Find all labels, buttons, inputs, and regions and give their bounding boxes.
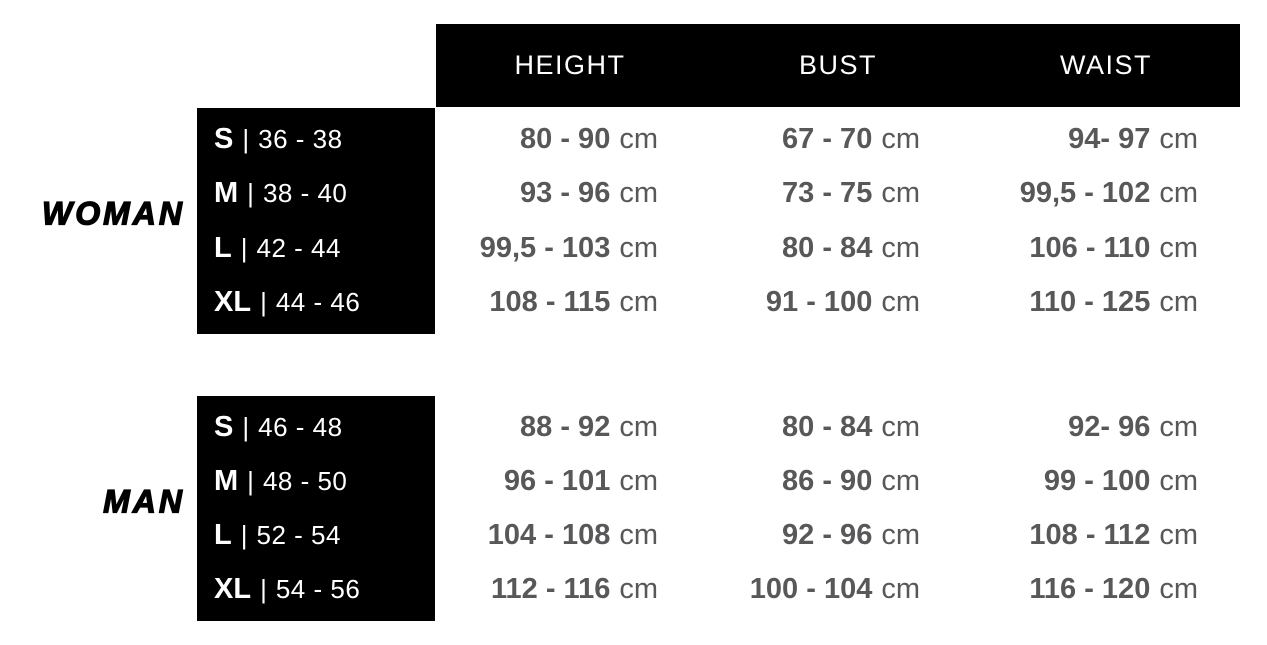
measurements-woman: [436, 108, 1240, 334]
height-value: 99,5 - 103 cm: [479, 231, 658, 264]
table-row-man-s: [436, 400, 1240, 454]
height-value: 93 - 96 cm: [520, 177, 658, 210]
size-separator: |: [260, 287, 267, 318]
waist-value: 116 - 120 cm: [1029, 573, 1198, 606]
waist-value: 108 - 112 cm: [1029, 519, 1198, 552]
bust-value: 67 - 70 cm: [782, 122, 920, 155]
size-cell-man-l: [197, 509, 435, 563]
section-man: [0, 396, 1240, 621]
table-row-man-m: [436, 454, 1240, 508]
size-range: 42 - 44: [256, 232, 341, 263]
size-letter: S: [214, 410, 234, 443]
height-value: 108 - 115 cm: [489, 286, 658, 319]
size-range: 46 - 48: [258, 411, 343, 442]
bust-value: 80 - 84 cm: [782, 410, 920, 443]
waist-value: 99 - 100 cm: [1043, 464, 1198, 497]
bust-value: 80 - 84 cm: [782, 231, 920, 264]
table-row-woman-xl: [436, 276, 1240, 331]
waist-value: 99,5 - 102 cm: [1019, 177, 1198, 210]
size-separator: |: [260, 574, 267, 605]
size-cell-man-m: [197, 454, 435, 508]
bust-value: 86 - 90 cm: [782, 464, 920, 497]
height-value: 88 - 92 cm: [520, 410, 658, 443]
size-range: 36 - 38: [258, 123, 343, 154]
bust-value: 100 - 104 cm: [749, 573, 920, 606]
table-row-man-l: [436, 509, 1240, 563]
size-separator: |: [242, 411, 250, 442]
height-value: 80 - 90 cm: [520, 122, 658, 155]
size-column-man: [197, 396, 435, 621]
height-value: 104 - 108 cm: [487, 519, 658, 552]
size-cell-man-xl: [197, 563, 435, 617]
size-range: 38 - 40: [262, 178, 348, 209]
column-header-bust: BUST: [798, 50, 877, 80]
size-letter: L: [214, 519, 232, 552]
size-cell-woman-s: [197, 112, 435, 167]
table-row-woman-l: [436, 221, 1240, 276]
size-separator: |: [247, 178, 254, 209]
size-letter: XL: [214, 286, 252, 319]
size-letter: M: [214, 177, 239, 210]
size-separator: |: [242, 123, 250, 154]
size-letter: S: [214, 122, 234, 155]
section-label-woman: WOMAN: [42, 195, 185, 232]
measurements-man: [436, 396, 1240, 621]
table-row-woman-s: [436, 112, 1240, 167]
table-row-man-xl: [436, 563, 1240, 617]
size-letter: M: [214, 464, 239, 497]
size-cell-woman-l: [197, 221, 435, 276]
height-value: 96 - 101 cm: [503, 464, 658, 497]
bust-value: 73 - 75 cm: [782, 177, 920, 210]
size-cell-man-s: [197, 400, 435, 454]
bust-value: 91 - 100 cm: [765, 286, 920, 319]
size-separator: |: [240, 232, 248, 263]
height-value: 112 - 116 cm: [490, 573, 658, 606]
waist-value: 94- 97 cm: [1068, 122, 1198, 155]
waist-value: 106 - 110 cm: [1029, 231, 1198, 264]
column-header-waist: WAIST: [1060, 50, 1152, 80]
size-range: 52 - 54: [256, 520, 341, 551]
size-letter: XL: [214, 573, 252, 606]
size-range: 44 - 46: [275, 287, 361, 318]
bust-value: 92 - 96 cm: [782, 519, 920, 552]
size-range: 48 - 50: [262, 465, 348, 496]
table-header: [436, 24, 1240, 107]
size-column-woman: [197, 108, 435, 334]
size-separator: |: [247, 465, 254, 496]
size-letter: L: [214, 231, 232, 264]
size-range: 54 - 56: [275, 574, 361, 605]
waist-value: 110 - 125 cm: [1029, 286, 1198, 319]
section-woman: [0, 108, 1240, 334]
waist-value: 92- 96 cm: [1068, 410, 1198, 443]
size-separator: |: [240, 520, 248, 551]
section-label-man: MAN: [103, 483, 185, 519]
size-cell-woman-xl: [197, 276, 435, 331]
size-cell-woman-m: [197, 167, 435, 222]
table-row-woman-m: [436, 167, 1240, 222]
column-header-height: HEIGHT: [514, 50, 626, 80]
